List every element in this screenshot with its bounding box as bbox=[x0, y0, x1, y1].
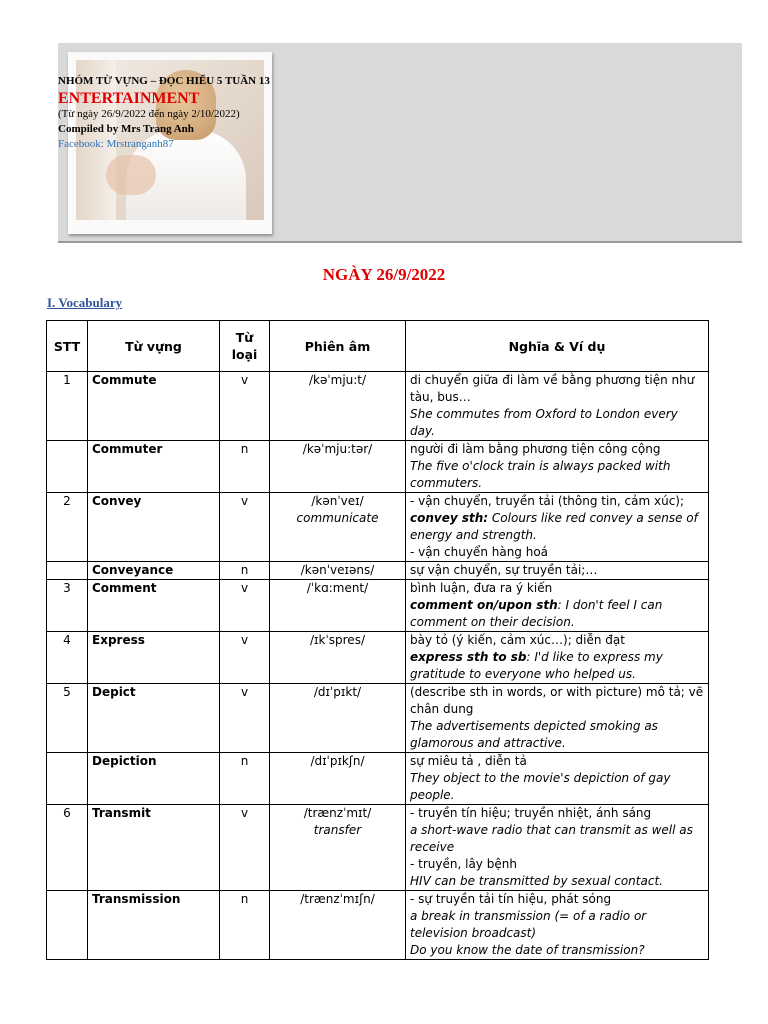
header-pos: Từ loại bbox=[220, 321, 270, 372]
ipa-cell: /kənˈveɪəns/ bbox=[270, 562, 406, 580]
ipa-text: /kənˈveɪ/ bbox=[311, 494, 364, 508]
table-row bbox=[47, 753, 709, 805]
example-text-2: HIV can be transmitted by sexual contact. bbox=[410, 874, 663, 888]
phrase-text: express sth to sb bbox=[410, 650, 527, 664]
meaning-cell bbox=[406, 891, 709, 960]
pos-cell: v bbox=[220, 580, 270, 632]
ipa-cell bbox=[270, 805, 406, 891]
word-cell: Commute bbox=[88, 372, 220, 441]
meaning-text: di chuyển giữa đi làm về bằng phương tiện như tàu, bus… bbox=[410, 373, 695, 404]
compiled-by: Compiled by Mrs Trang Anh bbox=[58, 123, 194, 135]
synonym-note: transfer bbox=[313, 823, 362, 837]
example-text: The five o'clock train is always packed with commuters. bbox=[410, 459, 671, 490]
stt-cell: 4 bbox=[47, 632, 88, 684]
table-row bbox=[47, 632, 709, 684]
example-text: a break in transmission (= of a radio or television broadcast) bbox=[410, 909, 647, 940]
ipa-text: /trænzˈmɪt/ bbox=[303, 806, 372, 820]
section-heading: I. Vocabulary bbox=[47, 295, 123, 310]
stt-cell bbox=[47, 441, 88, 493]
pos-cell: v bbox=[220, 372, 270, 441]
meaning-text: (describe sth in words, or with picture) mô tả; vẽ chân dung bbox=[410, 685, 704, 716]
pos-cell: v bbox=[220, 493, 270, 562]
table-row bbox=[47, 441, 709, 493]
word-cell: Conveyance bbox=[88, 562, 220, 580]
meaning-text-2: - vận chuyển hàng hoá bbox=[410, 545, 549, 559]
table-row bbox=[47, 580, 709, 632]
meaning-cell bbox=[406, 632, 709, 684]
pos-cell: n bbox=[220, 562, 270, 580]
stt-cell: 6 bbox=[47, 805, 88, 891]
meaning-cell bbox=[406, 684, 709, 753]
meaning-cell bbox=[406, 805, 709, 891]
word-cell: Express bbox=[88, 632, 220, 684]
header-meaning: Nghĩa & Ví dụ bbox=[406, 321, 709, 372]
meaning-text: sự miêu tả , diễn tả bbox=[410, 754, 527, 768]
stt-cell bbox=[47, 562, 88, 580]
pos-cell: v bbox=[220, 805, 270, 891]
phrase-text: comment on/upon sth bbox=[410, 598, 558, 612]
table-row bbox=[47, 372, 709, 441]
example-text-2: Do you know the date of transmission? bbox=[410, 943, 645, 957]
meaning-cell bbox=[406, 753, 709, 805]
meaning-text: - sự truyền tải tín hiệu, phát sóng bbox=[410, 892, 612, 906]
stt-cell: 2 bbox=[47, 493, 88, 562]
meaning-text-2: - truyền, lây bệnh bbox=[410, 857, 517, 871]
example-text: Colours like red convey a sense of energy and strength. bbox=[410, 511, 698, 542]
meaning-text: - truyền tín hiệu; truyền nhiệt, ánh sáng bbox=[410, 806, 652, 820]
meaning-cell bbox=[406, 493, 709, 562]
header-ipa: Phiên âm bbox=[270, 321, 406, 372]
word-cell: Comment bbox=[88, 580, 220, 632]
word-cell: Convey bbox=[88, 493, 220, 562]
day-heading: NGÀY 26/9/2022 bbox=[322, 265, 446, 284]
pos-cell: v bbox=[220, 684, 270, 753]
group-label: NHÓM TỪ VỰNG – ĐỌC HIỂU 5 TUẦN 13 bbox=[58, 75, 270, 87]
ipa-cell: /dɪˈpɪkʃn/ bbox=[270, 753, 406, 805]
word-cell: Depict bbox=[88, 684, 220, 753]
header-word: Từ vựng bbox=[88, 321, 220, 372]
table-header-row bbox=[47, 321, 709, 372]
word-cell: Transmit bbox=[88, 805, 220, 891]
table-row bbox=[47, 493, 709, 562]
stt-cell: 5 bbox=[47, 684, 88, 753]
example-text: She commutes from Oxford to London every day. bbox=[410, 407, 678, 438]
ipa-cell: /ɪkˈspres/ bbox=[270, 632, 406, 684]
example-text: a short-wave radio that can transmit as well as receive bbox=[410, 823, 693, 854]
ipa-cell: /trænzˈmɪʃn/ bbox=[270, 891, 406, 960]
meaning-cell bbox=[406, 372, 709, 441]
word-cell: Transmission bbox=[88, 891, 220, 960]
meaning-text: người đi làm bằng phương tiện công cộng bbox=[410, 442, 661, 456]
facebook-link[interactable]: Facebook: Mrstranganh87 bbox=[58, 138, 174, 150]
example-text: : I'd like to express my gratitude to everyone who helped us. bbox=[410, 650, 663, 681]
pos-cell: n bbox=[220, 891, 270, 960]
ipa-cell: /kəˈmju:tər/ bbox=[270, 441, 406, 493]
meaning-cell bbox=[406, 580, 709, 632]
meaning-cell: sự vận chuyển, sự truyền tải;… bbox=[406, 562, 709, 580]
word-cell: Depiction bbox=[88, 753, 220, 805]
stt-cell bbox=[47, 753, 88, 805]
table-row bbox=[47, 805, 709, 891]
table-row bbox=[47, 891, 709, 960]
ipa-cell: /dɪˈpɪkt/ bbox=[270, 684, 406, 753]
vocabulary-table bbox=[46, 320, 709, 960]
example-text: They object to the movie's depiction of gay people. bbox=[410, 771, 671, 802]
example-text: The advertisements depicted smoking as glamorous and attractive. bbox=[410, 719, 658, 750]
pos-cell: v bbox=[220, 632, 270, 684]
synonym-note: communicate bbox=[296, 511, 379, 525]
meaning-text: - vận chuyển, truyền tải (thông tin, cảm xúc); bbox=[410, 494, 685, 508]
table-row bbox=[47, 684, 709, 753]
stt-cell: 3 bbox=[47, 580, 88, 632]
phrase-text: convey sth: bbox=[410, 511, 489, 525]
pos-cell: n bbox=[220, 753, 270, 805]
meaning-cell bbox=[406, 441, 709, 493]
pos-cell: n bbox=[220, 441, 270, 493]
meaning-text: bày tỏ (ý kiến, cảm xúc…); diễn đạt bbox=[410, 633, 625, 647]
example-text: : I don't feel I can comment on their decision. bbox=[410, 598, 663, 629]
ipa-cell bbox=[270, 493, 406, 562]
word-cell: Commuter bbox=[88, 441, 220, 493]
table-row bbox=[47, 562, 709, 580]
ipa-cell: /ˈkɑ:ment/ bbox=[270, 580, 406, 632]
ipa-cell: /kəˈmju:t/ bbox=[270, 372, 406, 441]
header-stt: STT bbox=[47, 321, 88, 372]
topic-title: ENTERTAINMENT bbox=[58, 90, 200, 107]
stt-cell: 1 bbox=[47, 372, 88, 441]
stt-cell bbox=[47, 891, 88, 960]
date-range: (Từ ngày 26/9/2022 đến ngày 2/10/2022) bbox=[58, 108, 240, 120]
meaning-text: bình luận, đưa ra ý kiến bbox=[410, 581, 553, 595]
